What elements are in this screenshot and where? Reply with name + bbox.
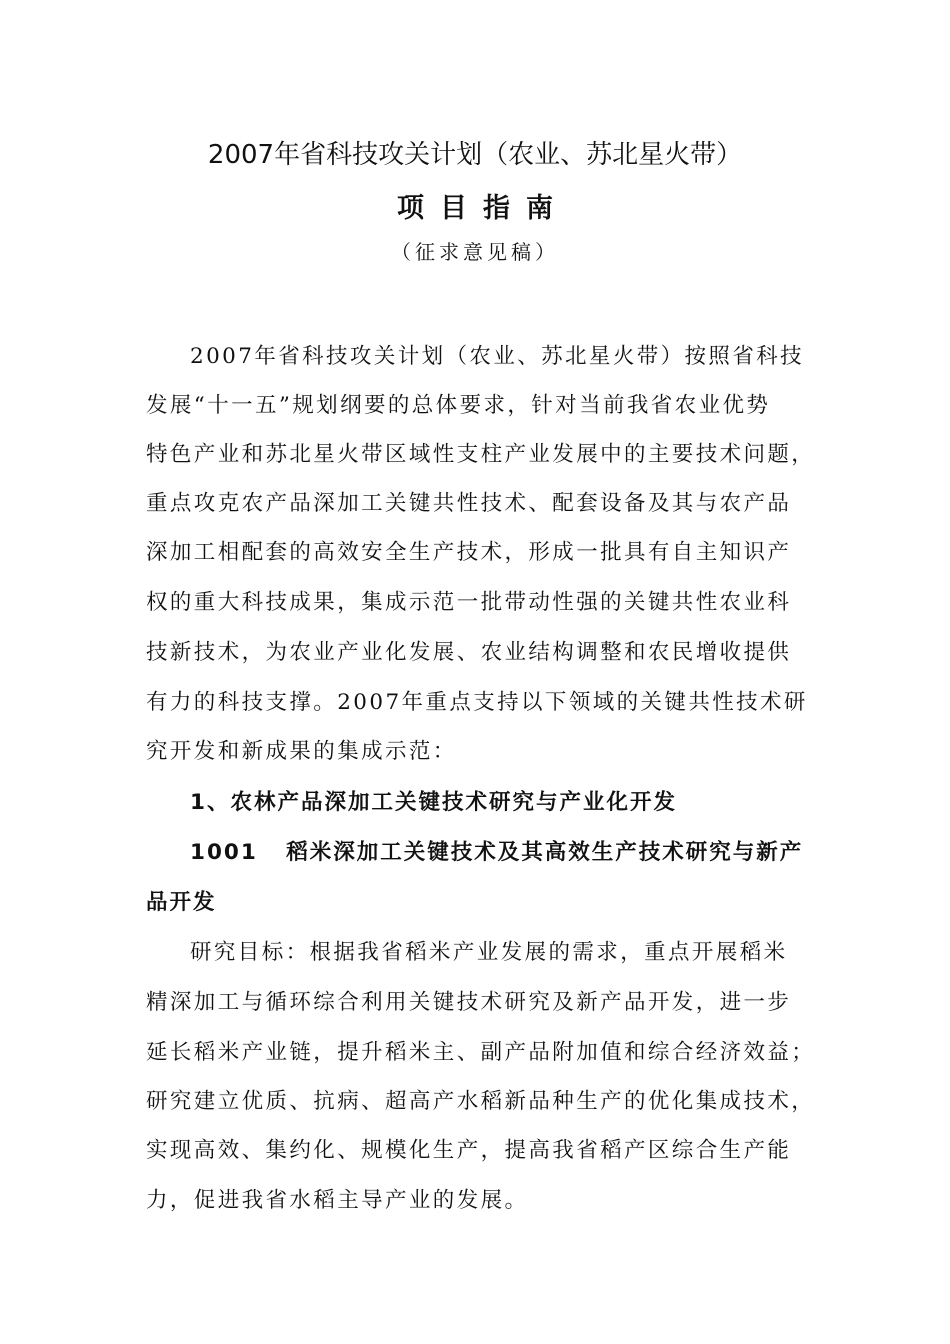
item-heading-continued: 品开发 xyxy=(146,890,217,915)
document-title: 2007年省科技攻关计划（农业、苏北星火带） xyxy=(207,140,743,170)
intro-line: 深加工相配套的高效安全生产技术，形成一批具有自主知识产 xyxy=(146,540,792,565)
goal-line: 研究建立优质、抗病、超高产水稻新品种生产的优化集成技术， xyxy=(146,1089,816,1114)
item-heading: 1001 稻米深加工关键技术及其高效生产技术研究与新产 xyxy=(190,840,804,865)
goal-line: 延长稻米产业链，提升稻米主、副产品附加值和综合经济效益； xyxy=(146,1040,816,1065)
document-subtitle: 项目指南 xyxy=(397,193,569,224)
goal-line: 实现高效、集约化、规模化生产，提高我省稻产区综合生产能 xyxy=(146,1138,792,1163)
intro-line: 权的重大科技成果，集成示范一批带动性强的关键共性农业科 xyxy=(146,590,792,615)
goal-line: 精深加工与循环综合利用关键技术研究及新产品开发，进一步 xyxy=(146,990,792,1015)
intro-line: 重点攻克农产品深加工关键共性技术、配套设备及其与农产品 xyxy=(146,491,792,516)
intro-line: 特色产业和苏北星火带区域性支柱产业发展中的主要技术问题， xyxy=(146,442,816,467)
goal-line: 力，促进我省水稻主导产业的发展。 xyxy=(146,1188,529,1213)
goal-line: 研究目标：根据我省稻米产业发展的需求，重点开展稻米 xyxy=(190,940,788,965)
intro-line: 有力的科技支撑。2007年重点支持以下领域的关键共性技术研 xyxy=(146,690,808,715)
intro-line: 2007年省科技攻关计划（农业、苏北星火带）按照省科技 xyxy=(190,344,805,369)
section-heading: 1、农林产品深加工关键技术研究与产业化开发 xyxy=(190,790,677,815)
draft-note: （征求意见稿） xyxy=(391,240,559,264)
intro-line: 究开发和新成果的集成示范： xyxy=(146,739,457,764)
intro-line: 发展“十一五”规划纲要的总体要求，针对当前我省农业优势 xyxy=(146,393,771,418)
intro-line: 技新技术，为农业产业化发展、农业结构调整和农民增收提供 xyxy=(146,640,792,665)
